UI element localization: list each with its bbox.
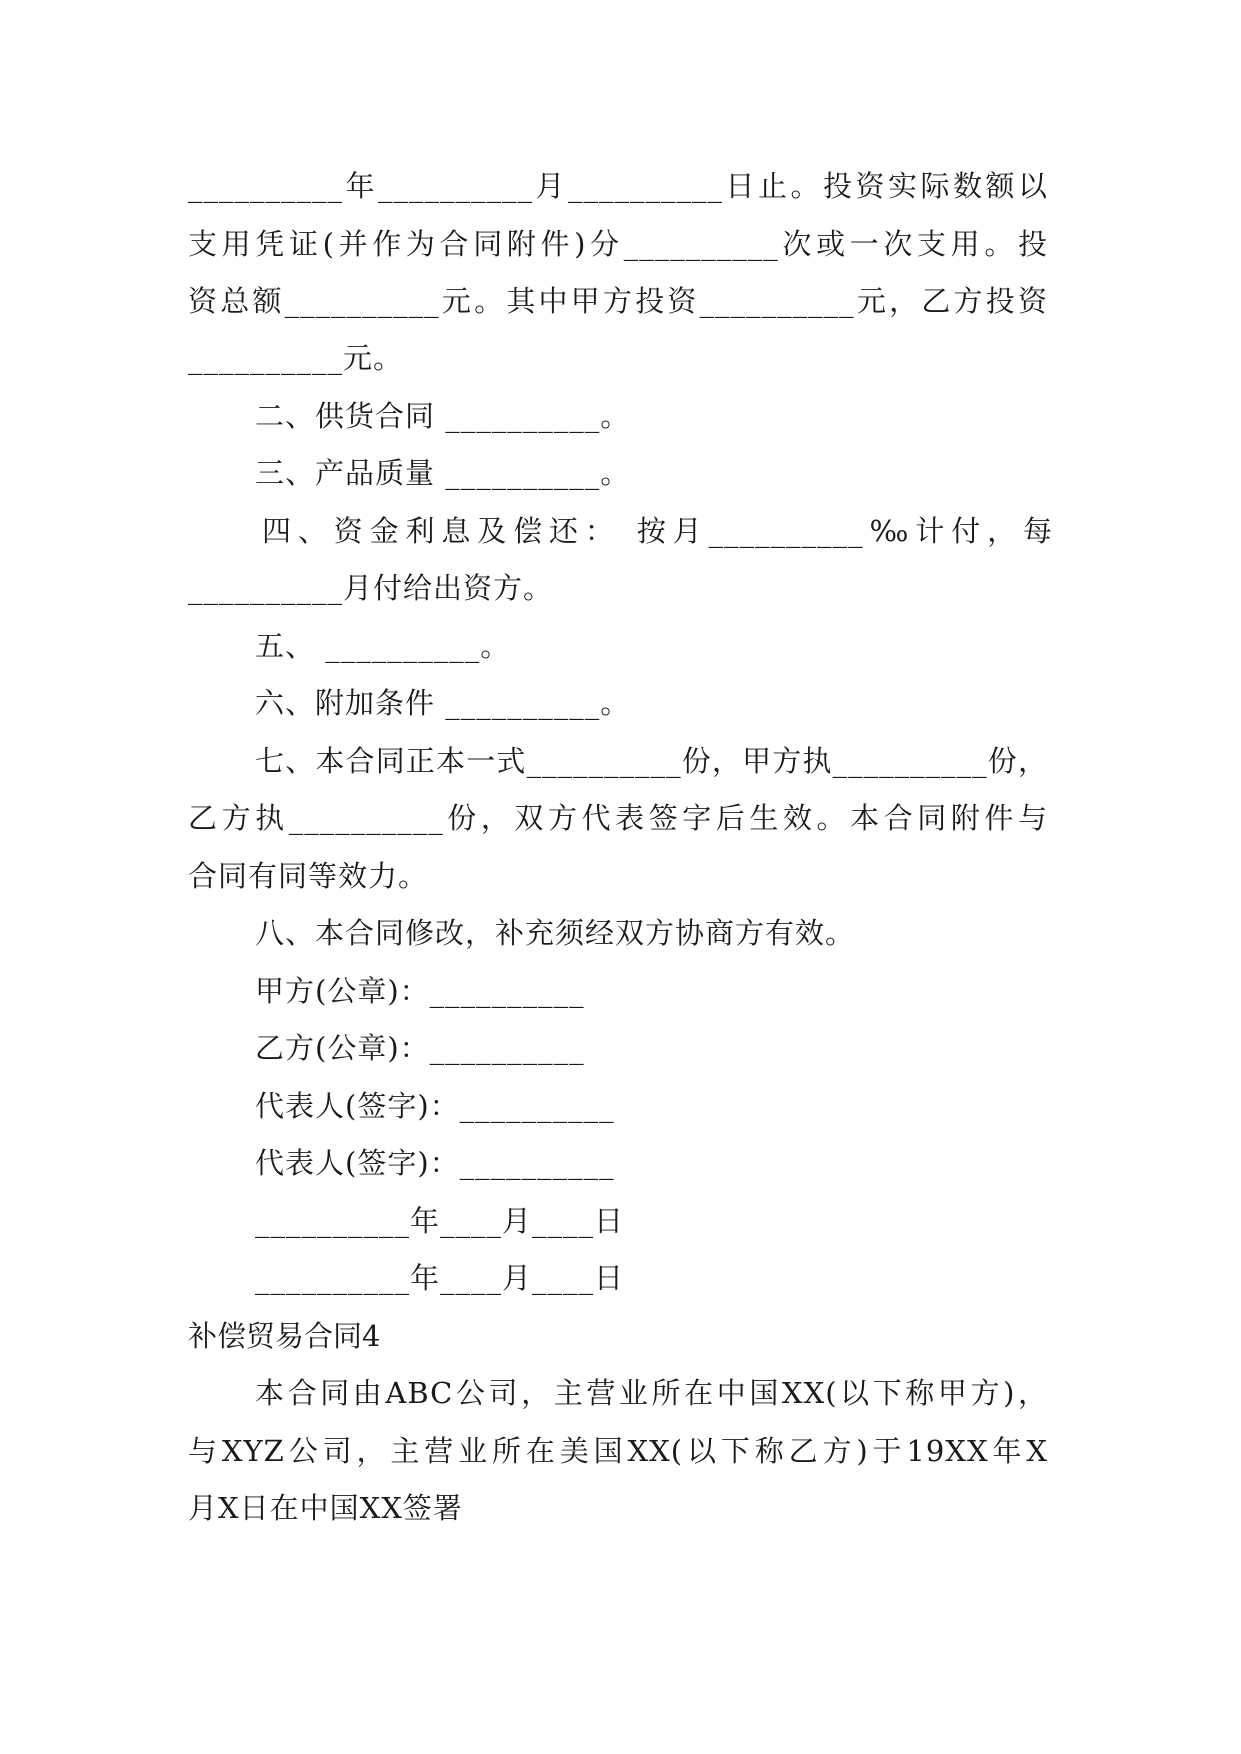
section-paragraph-line: 月X日在中国XX签署 <box>188 1491 463 1525</box>
representative-signature: 代表人(签字)：__________ <box>255 1146 615 1180</box>
clause-five: 五、 __________。 <box>255 629 511 663</box>
clause-supply-contract: 二、供货合同 __________。 <box>255 399 631 433</box>
text-line: __________月付给出资方。 <box>188 571 554 605</box>
section-paragraph-line: 与XYZ公司，主营业所在美国XX(以下称乙方)于19XX年X <box>188 1434 1048 1468</box>
clause-additional-conditions: 六、附加条件 __________。 <box>255 686 631 720</box>
signing-date: __________年____月____日 <box>255 1261 625 1295</box>
signing-date: __________年____月____日 <box>255 1204 625 1238</box>
text-line: 合同有同等效力。 <box>188 859 429 893</box>
section-paragraph-line: 本合同由ABC公司，主营业所在中国XX(以下称甲方)， <box>255 1376 1048 1410</box>
clause-amendment: 八、本合同修改，补充须经双方协商方有效。 <box>255 916 856 950</box>
text-line: __________年__________月__________日止。投资实际数额以 <box>188 169 1048 203</box>
clause-copies: 七、本合同正本一式__________份，甲方执__________份， <box>255 744 1048 778</box>
text-line: __________元。 <box>188 341 404 375</box>
text-line: 资总额__________元。其中甲方投资__________元，乙方投资 <box>188 284 1048 318</box>
representative-signature: 代表人(签字)：__________ <box>255 1089 615 1123</box>
section-title: 补偿贸易合同4 <box>188 1319 381 1353</box>
text-line: 支用凭证(并作为合同附件)分__________次或一次支用。投 <box>188 227 1048 261</box>
party-a-seal: 甲方(公章)：__________ <box>255 974 585 1008</box>
clause-interest-repayment: 四、资金利息及偿还： 按月__________‰计付，每 <box>262 514 1053 548</box>
text-line: 乙方执__________份，双方代表签字后生效。本合同附件与 <box>188 801 1048 835</box>
party-b-seal: 乙方(公章)：__________ <box>255 1031 585 1065</box>
clause-product-quality: 三、产品质量 __________。 <box>255 456 631 490</box>
